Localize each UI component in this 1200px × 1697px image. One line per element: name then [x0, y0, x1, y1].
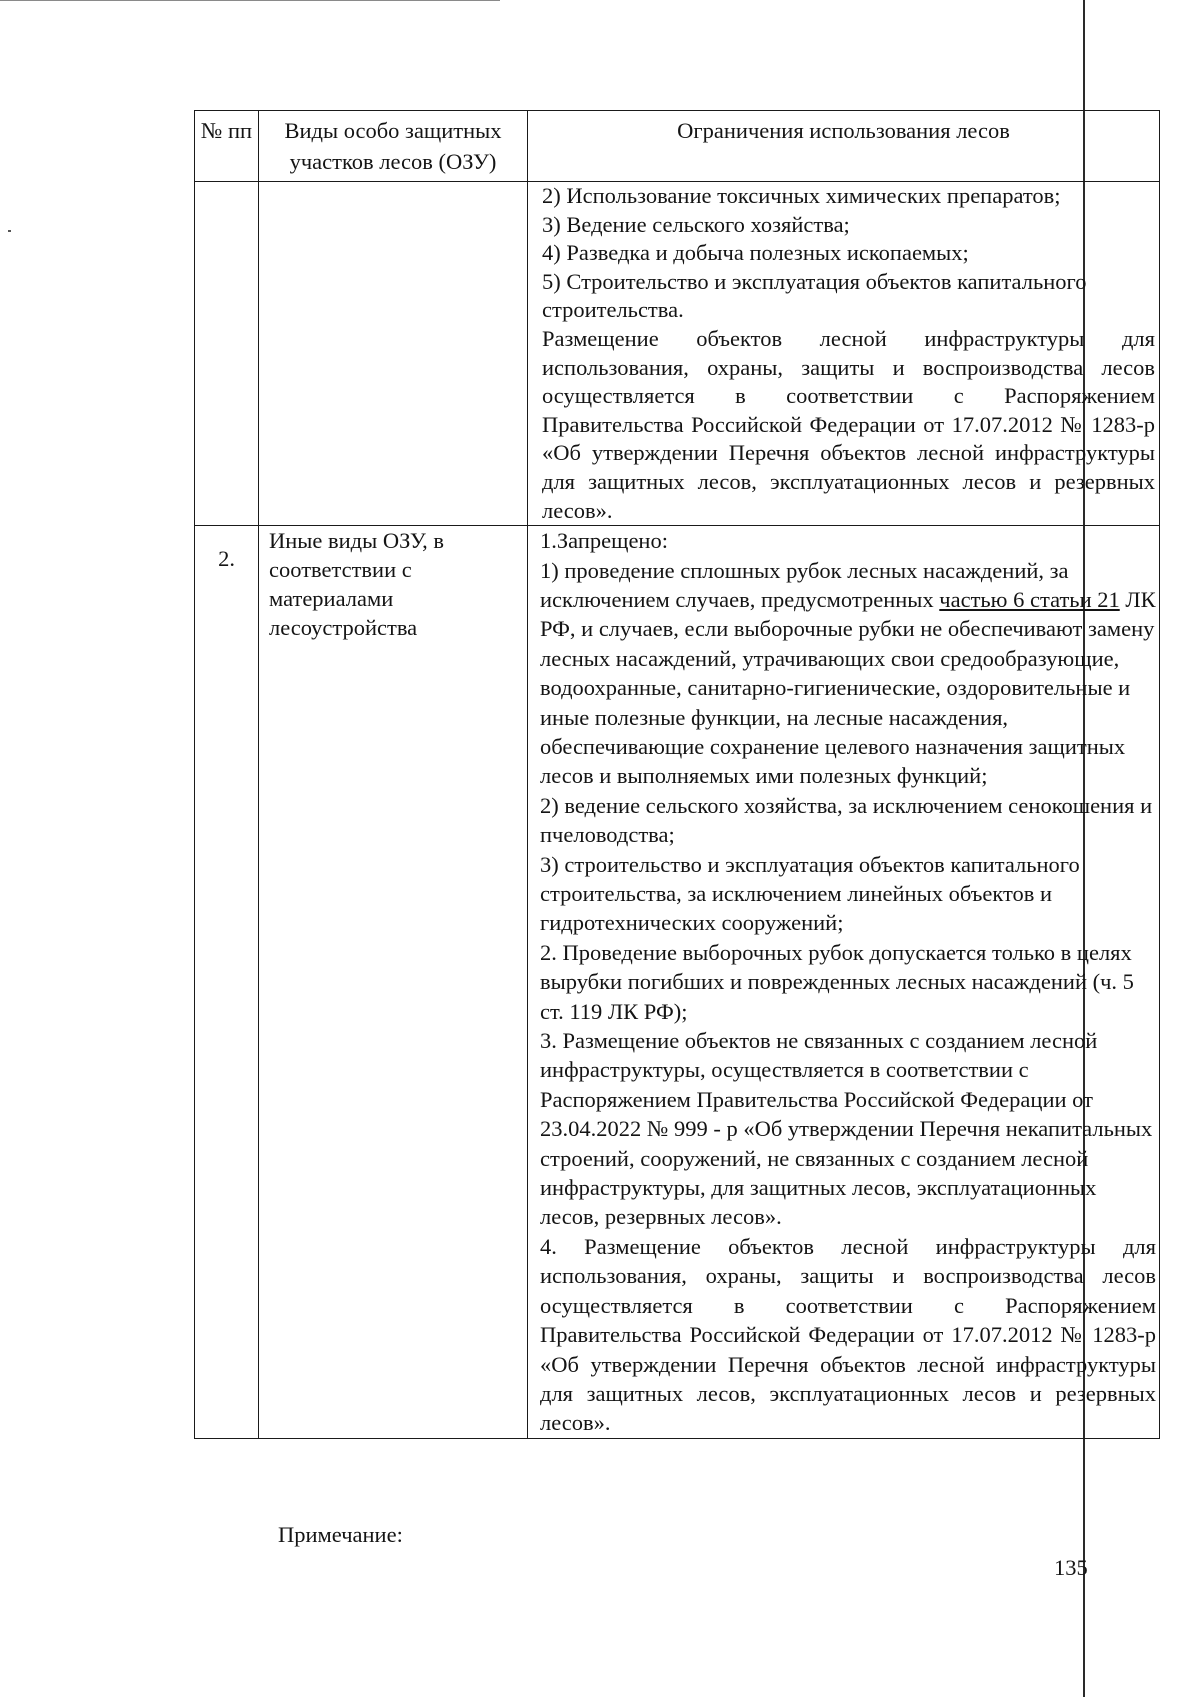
row-kind: Иные виды ОЗУ, в соответствии с материалами лесоустройства	[259, 526, 528, 1439]
cell-limits-continuation	[528, 182, 1160, 526]
prohibited-item-3: 3) строительство и эксплуатация объектов капитального строительства, за исключением линейных объектов и гидротехнических сооружений;	[540, 851, 1080, 936]
item1-text-end: ЛК РФ, и случаев, если выборочные рубки не обеспечивают замену лесных насаждений, утрачивающих свои средообразующие, водоохранные, санитарно-гигиенические, оздоровительные и иные полезные функции, на лесные насаждения, обеспечивающие сохранение целевого назначения защитных лесов и выполняемых ими полезных функций;	[540, 586, 1156, 789]
restrictions-table	[194, 110, 1160, 1439]
item1-text-start: 1) проведение сплошных рубок лесных насаждений, за исключением случаев, предусмотренных	[540, 557, 1069, 612]
header-kind: Виды особо защитных участков лесов (ОЗУ)	[259, 111, 528, 182]
table-row-2	[195, 526, 1160, 1439]
table-row-continuation	[195, 182, 1160, 526]
point-2: 2. Проведение выборочных рубок допускается только в целях вырубки погибших и поврежденных лесных насаждений (ч. 5 ст. 119 ЛК РФ);	[540, 939, 1134, 1024]
cell-number-empty	[195, 182, 259, 526]
continuation-line: 5) Строительство и эксплуатация объектов капитального строительства.	[542, 268, 1087, 323]
row-number: 2.	[195, 526, 259, 1439]
scan-speck	[8, 230, 11, 232]
scan-edge-top	[0, 0, 500, 1]
continuation-line: 4) Разведка и добыча полезных ископаемых;	[542, 240, 969, 266]
point-4: 4. Размещение объектов лесной инфраструктуры для использования, охраны, защиты и воспроизводства лесов осуществляется в соответствии с Распоряжением Правительства Российской Федерации от 17.07.2012 № 1283-р «Об утверждении Перечня объектов лесной инфраструктуры для защитных лесов, эксплуатационных лесов и резервных лесов».	[540, 1233, 1156, 1436]
law-reference-link: частью 6 статьи 21	[939, 586, 1120, 612]
continuation-line: 3) Ведение сельского хозяйства;	[542, 211, 850, 237]
point-3: 3. Размещение объектов не связанных с созданием лесной инфраструктуры, осуществляется в соответствии с Распоряжением Правительства Российской Федерации от 23.04.2022 № 999 - р «Об утверждении Перечня некапитальных строений, сооружений, не связанных с созданием лесной инфраструктуры, для защитных лесов, эксплуатационных лесов, резервных лесов».	[540, 1028, 1153, 1230]
page-number: 135	[1054, 1555, 1088, 1580]
note-label: Примечание:	[278, 1522, 403, 1547]
cell-limits-row2	[528, 526, 1160, 1439]
header-number: № пп	[195, 111, 259, 182]
prohibited-item-1	[540, 556, 1156, 791]
prohibited-item-2: 2) ведение сельского хозяйства, за исключением сенокошения и пчеловодства;	[540, 792, 1153, 848]
prohibited-title: 1.Запрещено:	[540, 528, 668, 554]
continuation-line: 2) Использование токсичных химических препаратов;	[542, 183, 1061, 208]
header-limits: Ограничения использования лесов	[528, 111, 1160, 182]
continuation-paragraph: Размещение объектов лесной инфраструктуры для использования, охраны, защиты и воспроизводства лесов осуществляется в соответствии с Распоряжением Правительства Российской Федерации от 17.07.2012 № 1283-р «Об утверждении Перечня объектов лесной инфраструктуры для защитных лесов, эксплуатационных лесов и резервных лесов».	[542, 325, 1155, 523]
table-header-row	[195, 111, 1160, 182]
cell-kind-empty	[259, 182, 528, 526]
